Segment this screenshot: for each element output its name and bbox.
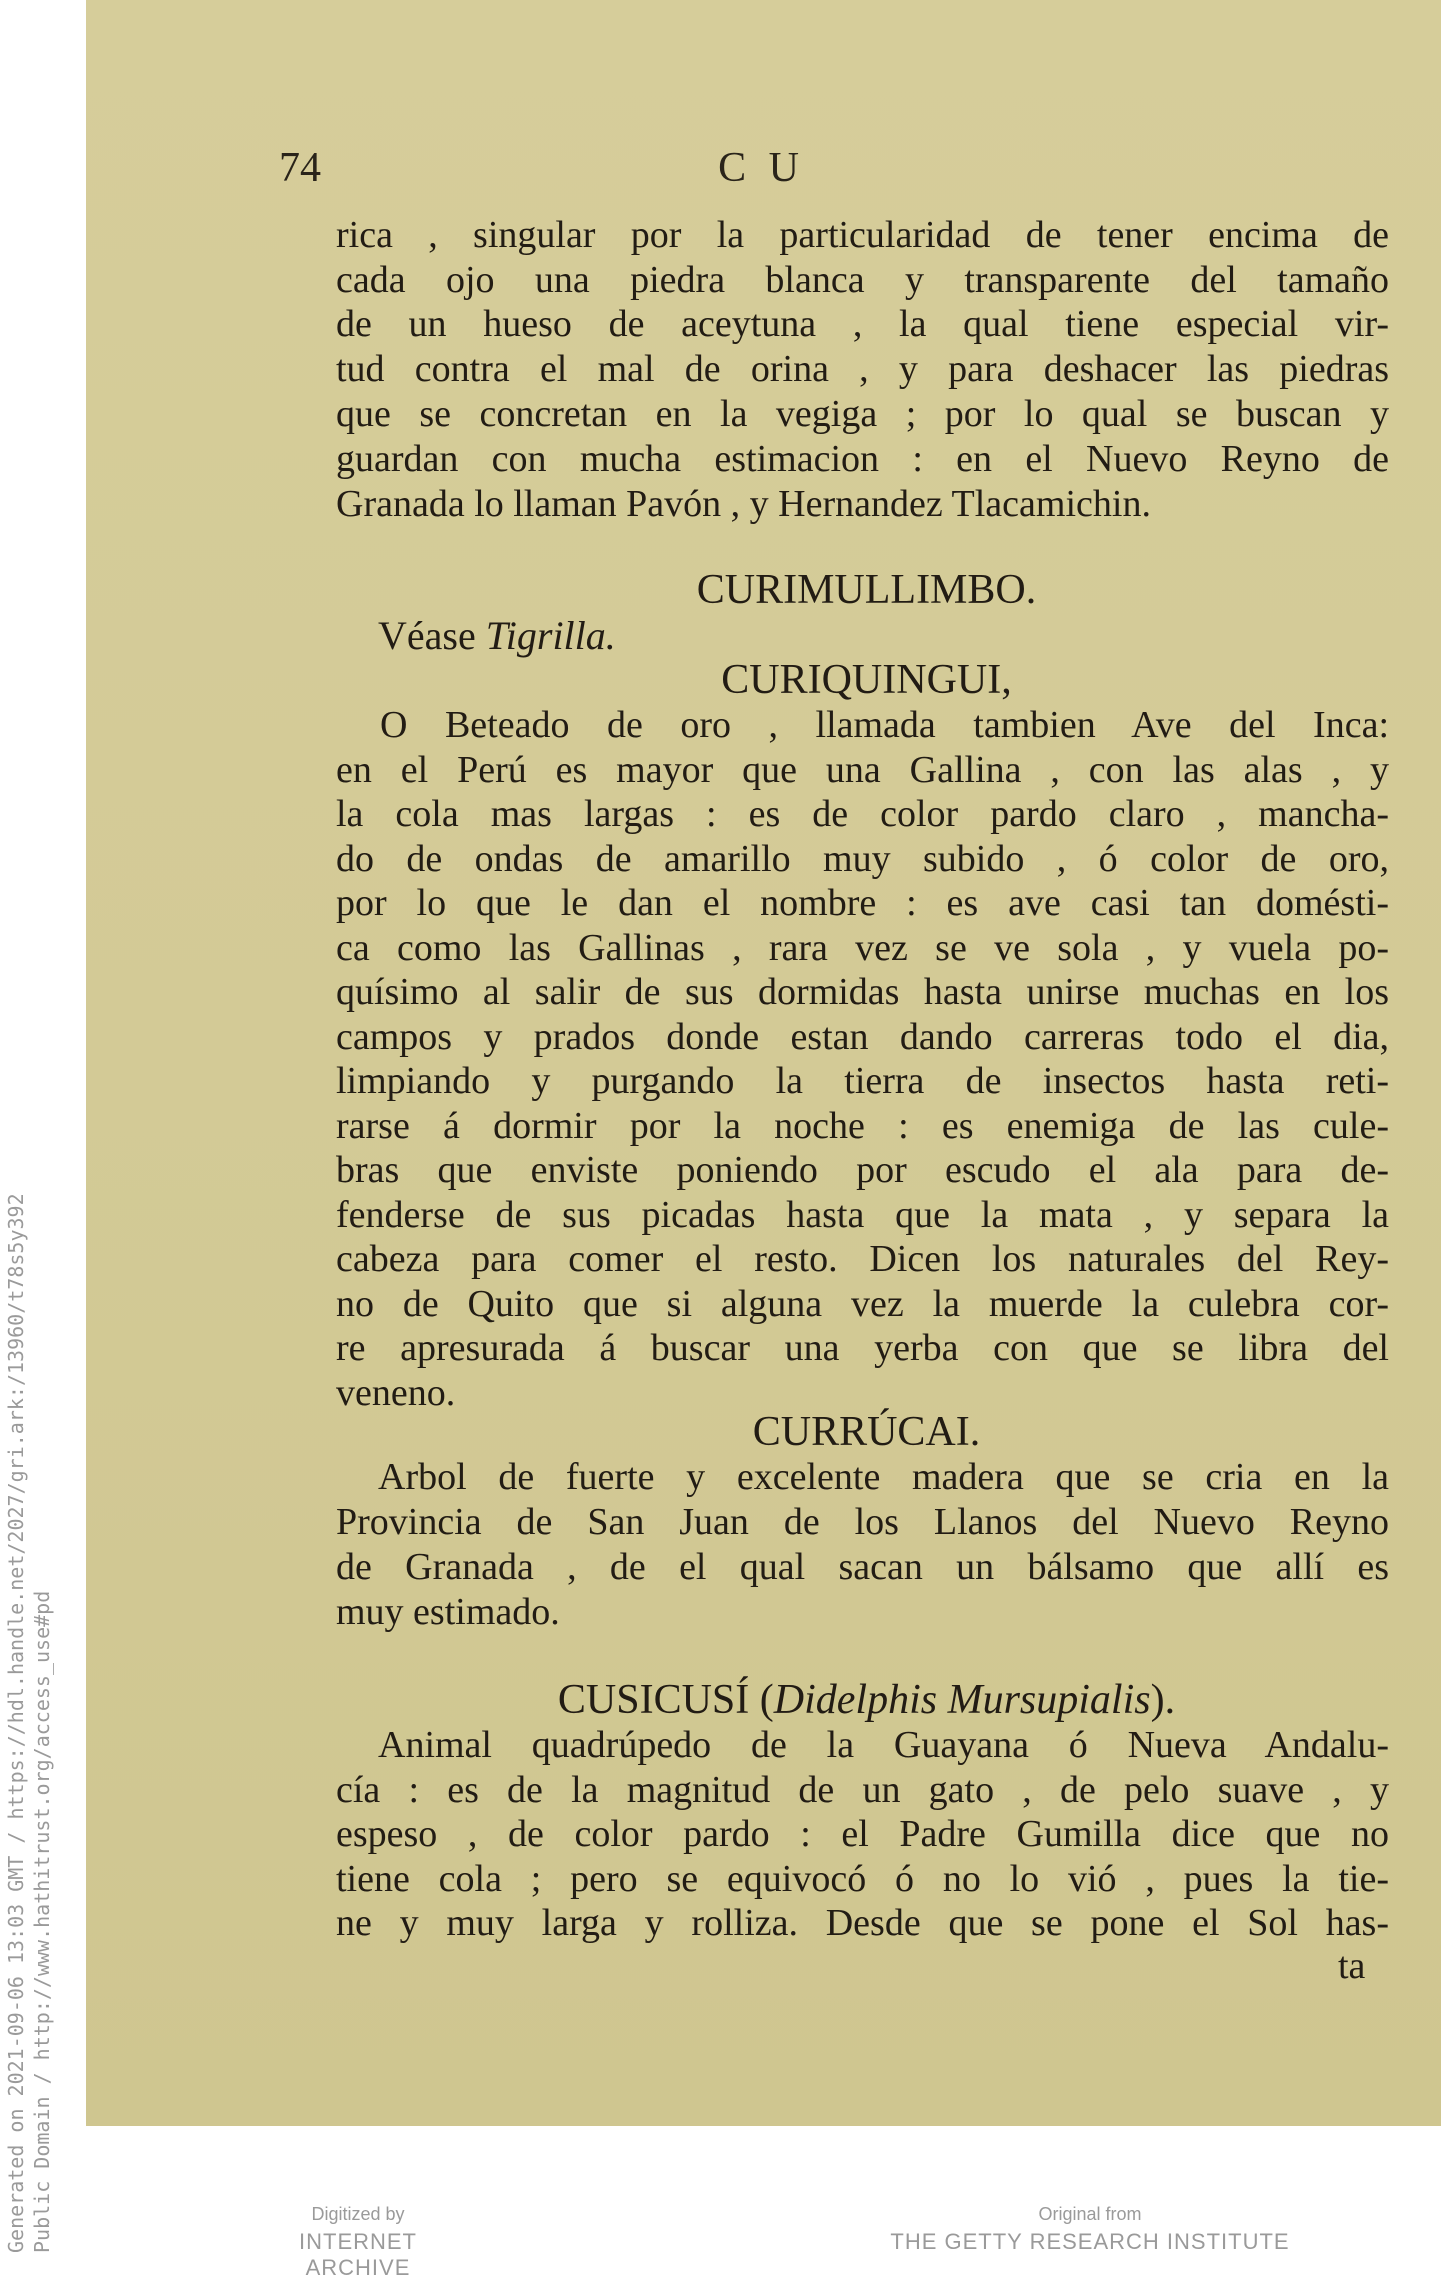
- text-line: no de Quito que si alguna vez la muerde la culebra cor-: [336, 1283, 1389, 1325]
- scan-stamp: [0, 1100, 84, 2255]
- cross-reference: [378, 612, 616, 659]
- entry-heading-cusicusi: [86, 1676, 1441, 1724]
- text-line: guardan con mucha estimacion : en el Nuevo Reyno de: [336, 438, 1389, 480]
- text-line: la cola mas largas : es de color pardo claro , mancha-: [336, 793, 1389, 835]
- stamp-line-generated: Generated on 2021-09-06 13:03 GMT / https://hdl.handle.net/2027/gri.ark:/13960/t78s5y392: [4, 1193, 28, 2253]
- entry-heading-currucai: CURRÚCAI.: [752, 1409, 981, 1455]
- text-line: Provincia de San Juan de los Llanos del Nuevo Reyno: [336, 1501, 1389, 1543]
- text-line: veneno.: [336, 1372, 456, 1414]
- book-page: [86, 0, 1441, 2126]
- text-line: en el Perú es mayor que una Gallina , con las alas , y: [336, 749, 1389, 791]
- text-line: cada ojo una piedra blanca y transparente del tamaño: [336, 259, 1389, 301]
- see-target: Tigrilla.: [485, 613, 616, 658]
- text-line: Arbol de fuerte y excelente madera que se cria en la: [378, 1456, 1389, 1498]
- running-head: C U: [718, 145, 805, 191]
- text-line: quísimo al salir de sus dormidas hasta unirse muchas en los: [336, 971, 1389, 1013]
- heading-word: CUSICUSÍ: [557, 1677, 750, 1723]
- text-line: Animal quadrúpedo de la Guayana ó Nueva Andalu-: [378, 1724, 1389, 1766]
- text-line: ca como las Gallinas , rara vez se ve sola , y vuela po-: [336, 927, 1389, 969]
- text-line: tud contra el mal de orina , y para deshacer las piedras: [336, 348, 1389, 390]
- text-line: bras que enviste poniendo por escudo el ala para de-: [336, 1149, 1389, 1191]
- text-line: limpiando y purgando la tierra de insectos hasta reti-: [336, 1060, 1389, 1102]
- entry-heading-curiquingui: CURIQUINGUI,: [721, 657, 1012, 703]
- text-line: cabeza para comer el resto. Dicen los naturales del Rey-: [336, 1238, 1389, 1280]
- stamp-line-license: Public Domain / http://www.hathitrust.org/access_use#pd: [30, 1590, 54, 2253]
- see-prefix: Véase: [378, 613, 476, 658]
- catchword: ta: [1338, 1945, 1366, 1987]
- text-line: do de ondas de amarillo muy subido , ó color de oro,: [336, 838, 1389, 880]
- text-line: que se concretan en la vegiga ; por lo qual se buscan y: [336, 393, 1389, 435]
- text-line: ne y muy larga y rolliza. Desde que se pone el Sol has-: [336, 1902, 1389, 1944]
- footer-digitized-label: Digitized by: [311, 2204, 405, 2224]
- text-line: O Beteado de oro , llamada tambien Ave del Inca:: [380, 704, 1389, 746]
- text-line: de un hueso de aceytuna , la qual tiene especial vir-: [336, 303, 1389, 345]
- footer-digitized-by: [248, 2204, 468, 2281]
- footer-original-from: [890, 2204, 1290, 2255]
- footer-original-source: THE GETTY RESEARCH INSTITUTE: [890, 2229, 1290, 2254]
- text-line: rarse á dormir por la noche : es enemiga de las cule-: [336, 1105, 1389, 1147]
- entry-heading-curimullimbo: CURIMULLIMBO.: [696, 567, 1037, 613]
- footer-original-label: Original from: [1038, 2204, 1142, 2224]
- text-line: cía : es de la magnitud de un gato , de pelo suave , y: [336, 1769, 1389, 1811]
- footer-digitizer-name: INTERNET ARCHIVE: [299, 2229, 417, 2280]
- text-line: campos y prados donde estan dando carreras todo el dia,: [336, 1016, 1389, 1058]
- text-line: por lo que le dan el nombre : es ave casi tan domésti-: [336, 882, 1389, 924]
- text-line: de Granada , de el qual sacan un bálsamo que allí es: [336, 1546, 1389, 1588]
- heading-paren-open: (: [759, 1677, 774, 1723]
- text-line: tiene cola ; pero se equivocó ó no lo vió , pues la tie-: [336, 1858, 1389, 1900]
- text-line: espeso , de color pardo : el Padre Gumilla dice que no: [336, 1813, 1389, 1855]
- heading-paren-close: ).: [1150, 1677, 1176, 1723]
- heading-latin-name: Didelphis Mursupialis: [773, 1677, 1151, 1723]
- text-line: muy estimado.: [336, 1591, 560, 1633]
- text-line: re apresurada á buscar una yerba con que se libra del: [336, 1327, 1389, 1369]
- page-number: 74: [279, 145, 321, 191]
- text-line: rica , singular por la particularidad de tener encima de: [336, 214, 1389, 256]
- text-line: Granada lo llaman Pavón , y Hernandez Tlacamichin.: [336, 483, 1151, 525]
- text-line: fenderse de sus picadas hasta que la mata , y separa la: [336, 1194, 1389, 1236]
